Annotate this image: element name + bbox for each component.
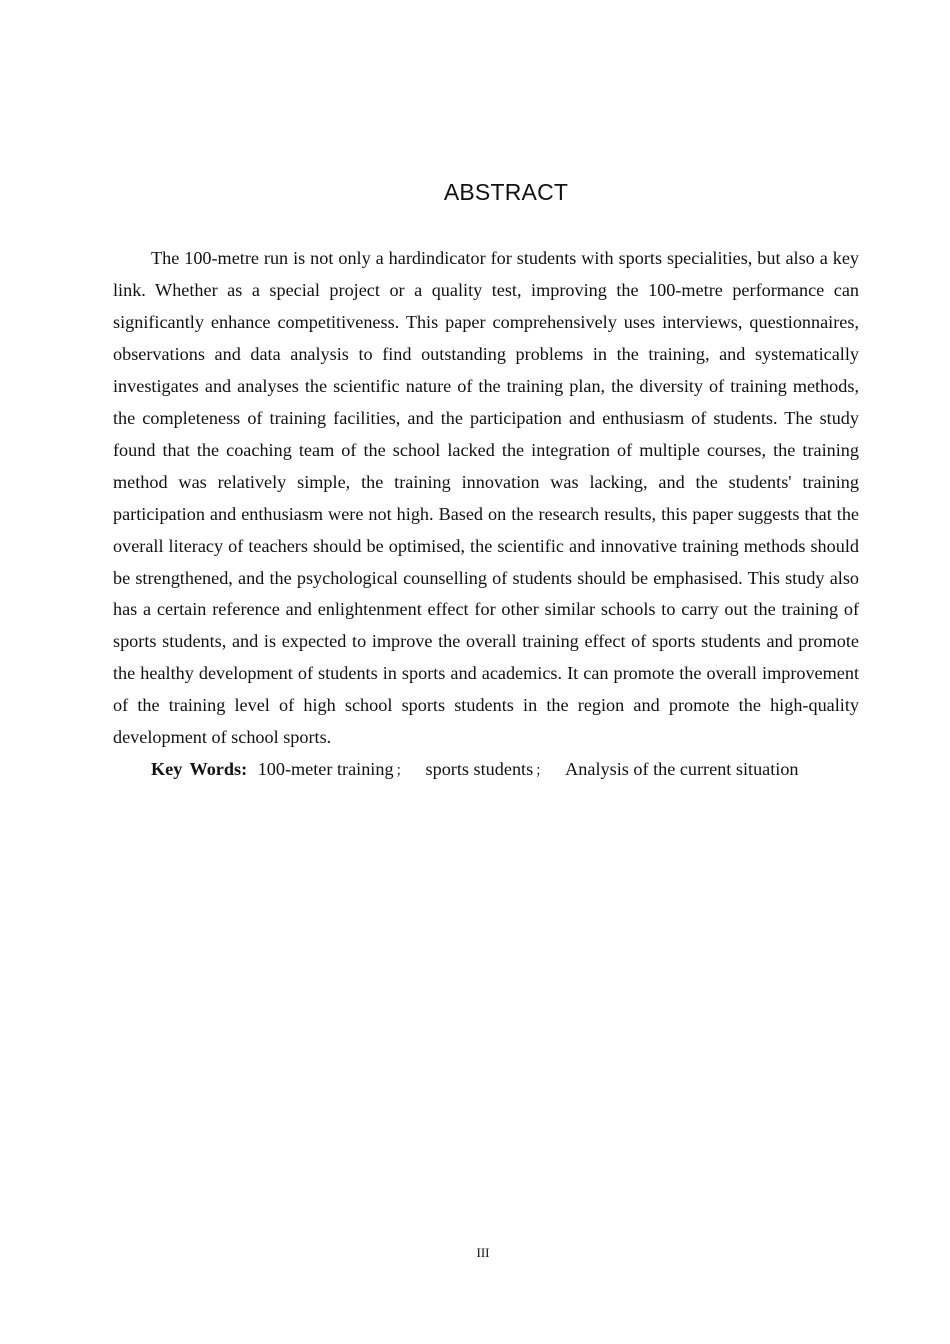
keyword-item: 100-meter training xyxy=(257,759,394,779)
keywords-label: Key Words: xyxy=(151,759,248,779)
abstract-body: The 100-metre run is not only a hardindicator for students with sports specialities, but also a key link. Whether as a special project or a quality test, improving the 100-metre performance can significantly enhance competitiveness. This paper comprehensively uses interviews, questionnaires, observations and data analysis to find outstanding problems in the training, and systematically investigates and analyses the scientific nature of the training plan, the diversity of training methods, the completeness of training facilities, and the participation and enthusiasm of students. The study found that the coaching team of the school lacked the integration of multiple courses, the training method was relatively simple, the training innovation was lacking, and the students' training participation and enthusiasm were not high. Based on the research results, this paper suggests that the overall literacy of teachers should be optimised, the scientific and innovative training methods should be strengthened, and the psychological counselling of students should be emphasised. This study also has a certain reference and enlightenment effect for other similar schools to carry out the training of sports students, and is expected to improve the overall training effect of sports students and promote the healthy development of students in sports and academics. It can promote the overall improvement of the training level of high school sports students in the region and promote the high-quality development of school sports. xyxy=(113,248,859,748)
keyword-separator: ； xyxy=(535,763,550,779)
keyword-separator: ； xyxy=(395,763,410,779)
page-number: III xyxy=(476,1245,490,1260)
abstract-title: ABSTRACT xyxy=(443,179,569,205)
keywords-line xyxy=(151,757,871,783)
keyword-item: sports students xyxy=(425,759,534,779)
keyword-item: Analysis of the current situation xyxy=(565,759,799,779)
